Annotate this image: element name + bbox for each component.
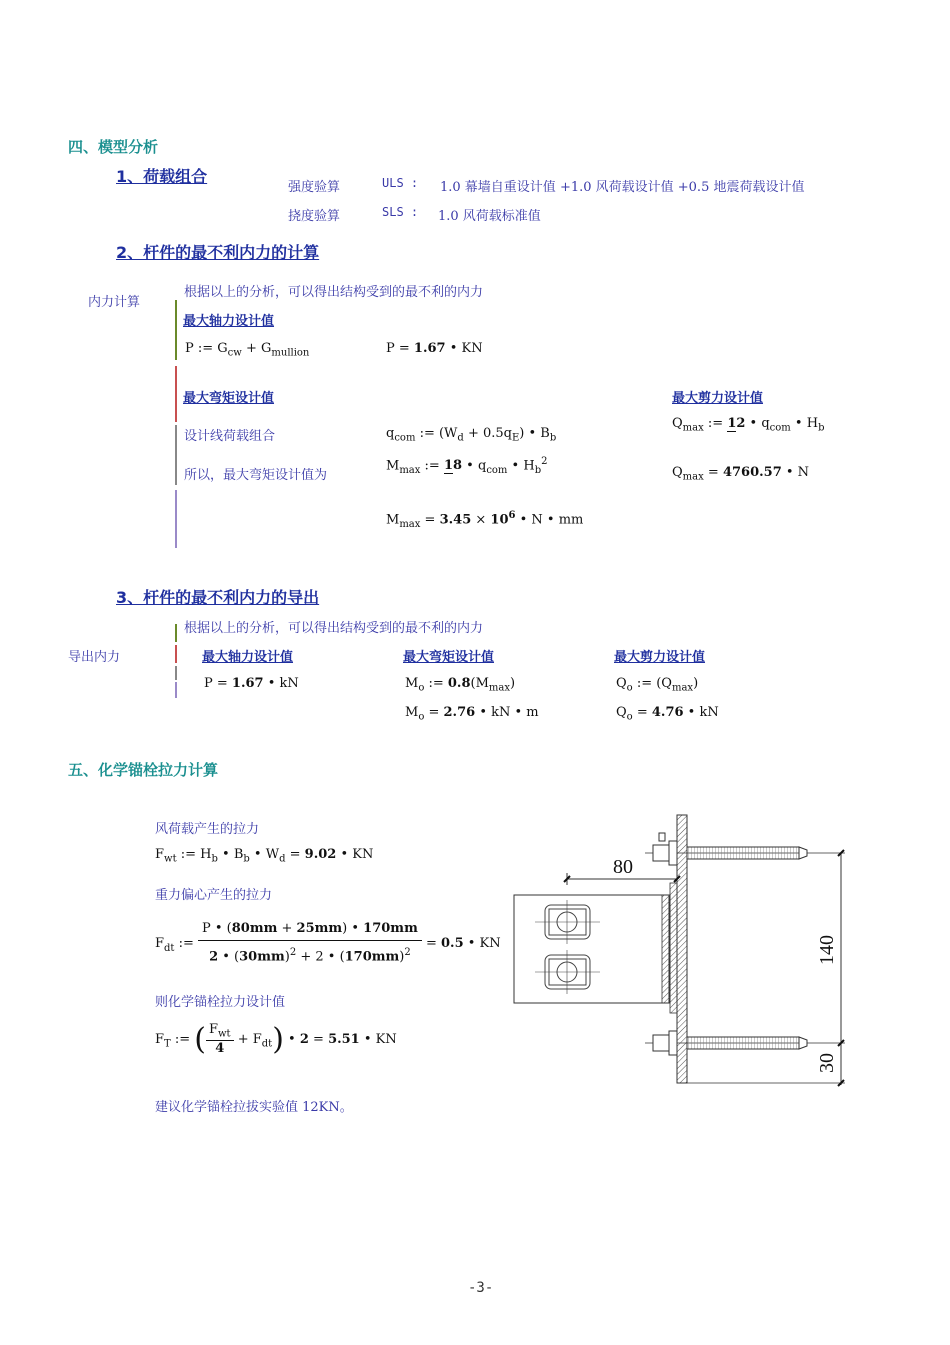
section-5-title: 五、化学锚栓拉力计算 <box>68 761 219 779</box>
dim-80-label: 80 <box>613 856 633 878</box>
export-bar-green <box>175 624 177 642</box>
anchor-bolt-top <box>645 833 845 865</box>
sls-label: 挠度验算 <box>288 209 341 224</box>
uls-code: ULS : <box>382 176 419 190</box>
subsection-1-title: 1、荷载组合 <box>116 167 208 186</box>
anchor-bolt-bottom <box>645 1031 845 1055</box>
internal-force-label: 内力计算 <box>88 295 141 310</box>
subsection-3-title: 3、杆件的最不利内力的导出 <box>116 588 320 607</box>
qmax-definition: $Q_{max}$ := 12 • $q_{com}$ • $H_b$ <box>672 416 825 434</box>
mmax-result: $M_{max} = 3.45 \times 10^6$ • N • mm <box>386 510 584 530</box>
subsection-2-title: 2、杆件的最不利内力的计算 <box>116 243 320 262</box>
eccentric-tension-label: 重力偏心产生的拉力 <box>155 888 273 903</box>
mmax-definition: $M_{max}$ := 18 • $q_{com}$ • $H_b^2$ <box>386 456 548 476</box>
anchor-bolt-drawing <box>505 805 855 1095</box>
max-axial-heading: 最大轴力设计值 <box>183 314 275 329</box>
mullion-section <box>514 895 669 1003</box>
export-shear-heading: 最大剪力设计值 <box>614 650 706 665</box>
region-bar-purple <box>175 490 177 548</box>
mo-result: $M_o = 2.76$ • kN • m <box>405 705 539 723</box>
region-bar-gray <box>175 425 177 485</box>
mo-definition: $M_o$ := $0.8(M_{max})$ <box>405 676 516 694</box>
sls-value: 1.0 风荷载标准值 <box>438 209 541 224</box>
export-moment-heading: 最大弯矩设计值 <box>403 650 495 665</box>
line-load-combo: 设计线荷载组合 <box>184 429 276 444</box>
dim-140-label: 140 <box>816 935 838 965</box>
sls-code: SLS : <box>382 205 419 219</box>
fwt-formula: $F_{wt}$ := $H_b$ • $B_b$ • $W_d = 9.02$ • KN <box>155 847 374 865</box>
fdt-formula: $F_{dt}$ := $\frac{P • (80mm + 25mm) • 170mm}{2 • (30mm)^2 + 2 • (170mm)^2}$ = 0.5 • KN <box>155 918 501 969</box>
max-moment-heading: 最大弯矩设计值 <box>183 391 275 406</box>
qmax-result: $Q_{max} = 4760.57$ • N <box>672 465 810 483</box>
section-4-title: 四、模型分析 <box>68 138 159 156</box>
dim-30-label: 30 <box>816 1053 838 1073</box>
max-shear-heading: 最大剪力设计值 <box>672 391 764 406</box>
region-bar-red <box>175 366 177 422</box>
page-number: -3- <box>468 1280 494 1296</box>
p-result: P = 1.67 • KN <box>386 341 483 356</box>
design-tension-label: 则化学锚栓拉力设计值 <box>155 995 286 1010</box>
qcom-definition: $q_{com}$ := $(W_d + 0.5q_E)$ • $B_b$ <box>386 426 557 444</box>
qo-definition: $Q_o$ := $(Q_{max})$ <box>616 676 699 694</box>
uls-value: 1.0 幕墙自重设计值 +1.0 风荷载设计值 +0.5 地震荷载设计值 <box>440 180 805 195</box>
export-axial-heading: 最大轴力设计值 <box>202 650 294 665</box>
calc-intro: 根据以上的分析，可以得出结构受到的最不利的内力 <box>184 285 484 300</box>
export-bar-purple <box>175 682 177 698</box>
uls-label: 强度验算 <box>288 180 341 195</box>
so-max-moment: 所以，最大弯矩设计值为 <box>184 468 328 483</box>
region-bar-green <box>175 300 177 360</box>
export-force-label: 导出内力 <box>68 650 121 665</box>
export-bar-red <box>175 645 177 663</box>
p-definition: P := $G_{cw} + G_{mullion}$ <box>185 341 310 359</box>
wind-tension-label: 风荷载产生的拉力 <box>155 822 260 837</box>
qo-result: $Q_o = 4.76$ • kN <box>616 705 719 723</box>
export-bar-gray <box>175 666 177 680</box>
export-p-result: P = 1.67 • kN <box>204 676 299 691</box>
export-intro: 根据以上的分析，可以得出结构受到的最不利的内力 <box>184 621 484 636</box>
suggested-test-value: 建议化学锚栓拉拔实验值 12KN。 <box>155 1100 353 1115</box>
ft-formula: $F_T$ := ( $\frac{F_{wt}}{4} + F_{dt}$) • 2 = 5.51 • KN <box>155 1021 397 1057</box>
